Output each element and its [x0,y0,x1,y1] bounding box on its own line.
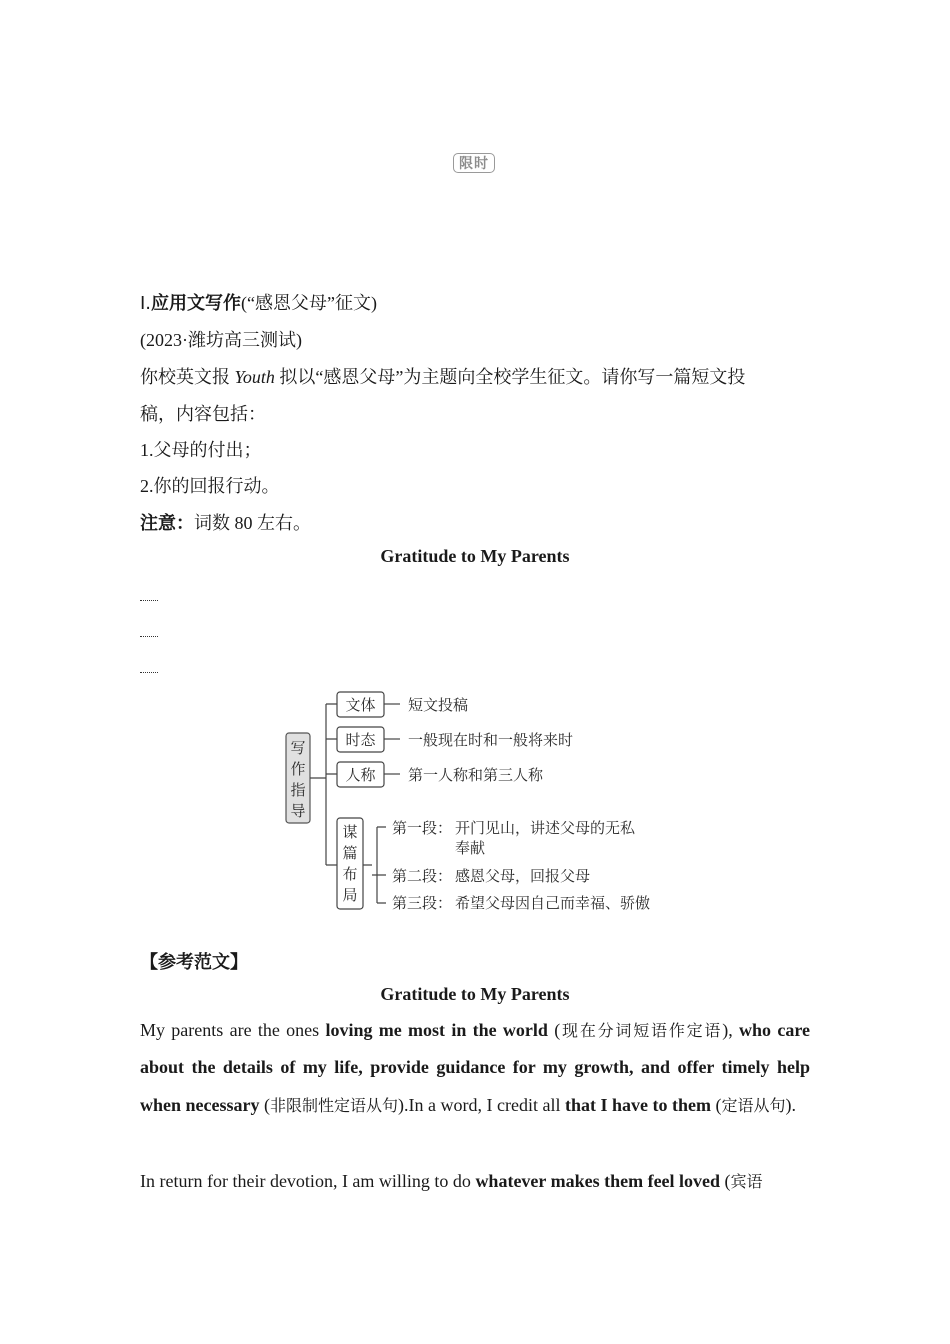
ref-text: In return for their devotion, I am willing to do [140,1171,476,1191]
prompt-line-1 [140,363,745,389]
section-numeral: Ⅰ. [140,293,152,314]
branch-label-person: 人称 [345,766,376,784]
section-title: 应用文写作 [151,293,242,314]
reference-title: Gratitude to My Parents [380,984,570,1004]
ref-bold: who care about the details of my life, provide guidance for my growth, and offer timely help when necessary [140,1020,810,1115]
prompt-line-2: 稿，内容包括： [140,404,266,424]
answer-blank-line[interactable] [140,600,158,601]
root-connectors [310,704,337,865]
layout-connectors [363,827,386,903]
ref-text: ( [547,1020,561,1040]
root-char: 指 [290,781,306,799]
answer-blank-line[interactable] [140,636,158,637]
ref-text: ( [720,1171,731,1191]
grammar-note: 定语从句 [721,1095,786,1115]
reference-paragraph-1 [140,1012,810,1124]
ref-text: ( [259,1094,270,1115]
reference-paragraph-2 [140,1169,763,1192]
newspaper-name: Youth [234,367,275,387]
layout-char: 谋 [342,823,358,841]
para-1-head: 第一段： [392,819,453,837]
branch-label-tense: 时态 [345,731,376,749]
grammar-note: 现在分词短语作定语 [560,1021,723,1040]
prompt-item-1: 1.父母的付出； [140,440,262,460]
para-3-text: 希望父母因自己而幸福、骄傲 [455,894,651,912]
para-2-head: 第二段： [392,867,453,885]
essay-title: Gratitude to My Parents [380,546,570,566]
layout-char: 局 [342,886,358,904]
ref-text: ). [785,1094,796,1115]
ref-text: ), [722,1020,740,1040]
ref-text: ( [710,1094,722,1115]
para-3-head: 第三段： [392,894,453,912]
para-2-text: 感恩父母，回报父母 [455,867,591,885]
writing-guide-diagram [280,685,680,915]
prompt-note [140,509,311,535]
para-1-text: 开门见山，讲述父母的无私 [455,819,636,837]
branch-value-person: 第一人称和第三人称 [408,766,544,784]
branch-value-genre: 短文投稿 [408,696,469,714]
branch-value-tense: 一般现在时和一般将来时 [408,731,574,749]
grammar-note: 非限制性定语从句 [270,1095,399,1115]
prompt-item-2: 2.你的回报行动。 [140,476,280,496]
para-1-text-cont: 奉献 [455,839,486,857]
ref-text: ).In a word, I credit all [398,1094,565,1115]
root-char: 作 [290,760,306,778]
root-char: 写 [290,739,306,757]
answer-blank-line[interactable] [140,672,158,673]
note-label: 注意： [140,513,194,534]
ref-bold: whatever makes them feel loved [475,1171,721,1191]
prompt-text: 你校英文报 [140,367,235,387]
section-heading [140,289,377,315]
ref-bold: that I have to them [564,1094,711,1115]
ref-bold: loving me most in the world [325,1020,548,1040]
grammar-note: 宾语 [730,1172,763,1191]
source-line: (2023·潍坊高三测试) [140,330,302,350]
note-text: 词数 80 左右。 [194,513,311,533]
ref-text: My parents are the ones [140,1020,326,1040]
layout-char: 篇 [342,844,358,862]
reference-label: 【参考范文】 [140,952,248,973]
root-char: 导 [290,802,306,820]
branch-label-genre: 文体 [345,696,376,714]
section-subtitle: (“感恩父母”征文) [241,293,377,313]
layout-char: 布 [342,865,358,883]
time-limit-badge: 限时 [453,153,495,173]
prompt-text: 拟以“感恩父母”为主题向全校学生征文。请你写一篇短文投 [274,367,746,387]
